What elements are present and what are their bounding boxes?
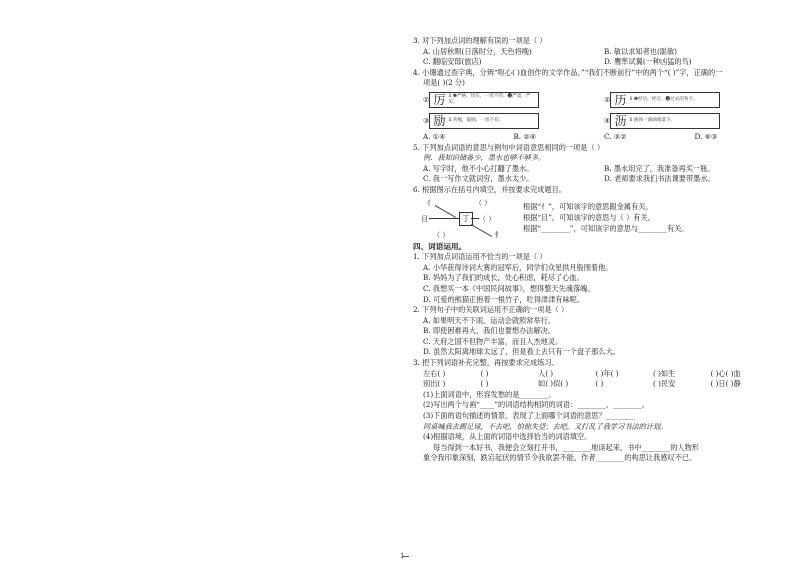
sub-question-4: (4)根据语境，从上面的词语中选择恰当的词语填空。 [423, 432, 592, 442]
fill-2: 根据“目”，可知该字的意思与（ ）有关。 [523, 213, 655, 223]
idiom-row-1: 左右( ) ( ) 人( ) ( )年( ) ( )如生 ( )心( )血 [423, 368, 741, 378]
radical-label: 目 [421, 214, 428, 223]
section-4-title: 四、词语运用。 [413, 241, 467, 251]
option-d: D. 老师要求我们书法课要带墨水。 [604, 174, 715, 184]
dict-entry-2: ② 历 lì ❶经历，经过。❷过去的各个。 [604, 92, 785, 108]
fill-1: 根据“亻”，可知该字的意思跟金属有关。 [523, 202, 653, 212]
s4-q1-option-d: D. 可爱的熊猫正抱着一根竹子，吃得津津有味呢。 [423, 294, 585, 304]
center-char: 丁 [459, 212, 473, 226]
option-a: A. 山居秋暝(日落时分，天色将晚) [423, 46, 532, 56]
option-c: C. 翻临安邸(旅店) [423, 57, 482, 67]
question-4-stem-cont: 项是( )(2 分) [423, 78, 465, 88]
worksheet-page [413, 36, 785, 464]
idiom-row-2: 别出( ) ( ) 如( )似( ) ( ) ( )民安 ( )日( )静 [423, 379, 741, 389]
radical-diagram: 丁 亻 目 钅 （ ） （ ） （ ） [421, 198, 502, 239]
s4-q1-stem: 1. 下列加点词语运用不恰当的一项是（ ） [413, 252, 547, 262]
dict-entry-3: ③ 励 lì 劝勉，鼓励，一丝不苟。 [413, 113, 604, 129]
fill-paragraph-1: 每当得到一本好书，我便会立刻打开书，________地读起来，书中________的人物形 [433, 442, 699, 452]
dict-entry-1: ① 厉 lì ❶严格，切实，一丝不苟。❷严肃，严厉。 [413, 92, 604, 108]
question-6-stem: 6. 根据图示在括号内填空，并按要求完成题目。 [413, 184, 566, 194]
s4-q1-option-c: C. 我想买一本《中国民间故事》，想得整天失魂落魄。 [423, 283, 595, 293]
question-4-stem: 4. 小珊通过查字典，分辨“呕心( )血创作的文学作品，”“我们不断前行”中的两个“( )”字，正确的一 [413, 67, 723, 77]
option-c: C. ③② [604, 131, 627, 141]
dict-box: 厉 lì ❶严格，切实，一丝不苟。❷严肃，严厉。 [429, 92, 539, 108]
dict-box: 沥 lì 液体一滴滴地落下。 [610, 113, 720, 129]
sub-question-1: (1)上面词语中，形容发愁的是________。 [423, 389, 556, 399]
question-5-stem: 5. 下列加点词语的意思与例句中词语意思相同的一项是（ ） [413, 142, 605, 152]
dict-box: 历 lì ❶经历，经过。❷过去的各个。 [610, 92, 720, 108]
fill-3: 根据“________”，可知该字的意思与________有关。 [523, 224, 689, 234]
s4-q2-option-d: D. 虽然太阳离地球太远了，但是看上去只有一个盘子那么大。 [423, 347, 620, 357]
dict-box: 励 lì 劝勉，鼓励，一丝不苟。 [429, 113, 539, 129]
s4-q2-stem: 2. 下列句子中的关联词运用不正确的一项是（ ） [413, 305, 569, 315]
option-b: B. ②④ [513, 131, 537, 141]
option-c: C. 我一写作文就词穷，墨水太少。 [423, 174, 534, 184]
dict-entry-4: ④ 沥 lì 液体一滴滴地落下。 [604, 113, 785, 129]
fill-paragraph-2: 象令我印象深刻，跌宕起伏的情节令我欲罢不能，作者________的构思让我感叹不已。 [423, 453, 697, 463]
sub-question-3: (3)下面的语句描述的情景，表现了上面哪个词语的意思？________ [423, 411, 635, 421]
example-sentence: 例．我知识储备少，墨水也够不够多。 [423, 153, 546, 163]
question-6-fills [523, 201, 688, 234]
scene-sentence: 同桌喊我去踢足球，不去吧，怕他失望；去吧，又打乱了我学习书法的计划。 [423, 421, 668, 431]
question-6-body [413, 196, 785, 240]
s4-q3-stem: 3. 把下列词语补充完整，再按要求完成练习。 [413, 358, 559, 368]
radical-label: 钅 [495, 230, 502, 239]
option-b: B. 墨水用完了，我准备再买一瓶。 [604, 163, 715, 173]
question-3-stem: 3. 对下列加点词的理解有误的一项是（ ） [413, 36, 547, 45]
question-4-options [413, 132, 785, 143]
page-number: 1 [400, 552, 405, 560]
footer-divider [403, 556, 409, 557]
s4-q2-option-b: B. 即使困难再大，我们也要想办法解决。 [423, 326, 556, 336]
option-a: A. 写字时，他不小心打翻了墨水。 [423, 163, 534, 173]
s4-q1-option-b: B. 妈妈为了我们的成长，处心积虑，耗尽了心血。 [423, 273, 584, 283]
sub-question-2: (2)写出两个与画“____”的词语结构相同的词语：________、________。 [423, 400, 649, 410]
question-3-options [413, 47, 785, 58]
radical-label: 亻 [427, 198, 434, 207]
option-b: B. 敏以求知者也(聪敏) [604, 46, 677, 56]
s4-q2-option-c: C. 天府之国不但物产丰富，而且人杰地灵。 [423, 336, 563, 346]
option-d: D. 鹰隼试翼(一种凶猛的鸟) [604, 57, 692, 67]
s4-q1-option-a: A. 小华获得诗词大赛的冠军后，同学们众星拱月般围着他。 [423, 262, 613, 272]
dictionary-row-2 [413, 111, 785, 131]
option-d: D. ④③ [694, 131, 718, 141]
dictionary-row-1 [413, 90, 785, 110]
s4-q2-option-a: A. 如果明天不下雨，运动会就照常举行。 [423, 315, 555, 325]
option-a: A. ①④ [423, 131, 446, 141]
